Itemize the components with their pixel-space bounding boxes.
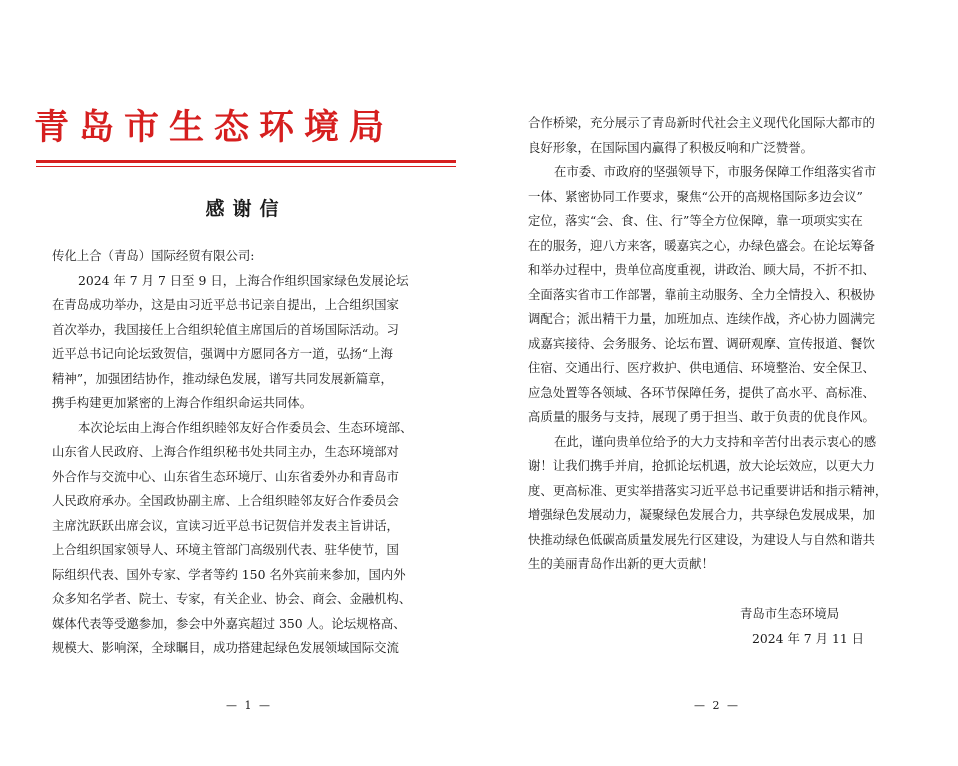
letter-body-page-2 <box>528 111 928 577</box>
body-line: 在此，谨向贵单位给予的大力支持和辛苦付出表示衷心的感 <box>554 433 877 449</box>
body-line: 度、更高标准、更实举措落实习近平总书记重要讲话和指示精神， <box>528 482 888 498</box>
page-number-1: — 1 — <box>226 699 272 712</box>
body-line: 精神”，加强团结协作，推动绿色发展，谱写共同发展新篇章， <box>52 370 393 386</box>
body-line: 外合作与交流中心、山东省生态环境厅、山东省委外办和青岛市 <box>52 468 399 484</box>
body-line: 上合组织国家领导人、环境主管部门高级别代表、驻华使节，国 <box>52 542 399 557</box>
body-line: 定位，落实“会、食、住、行”等全方位保障，靠一项项实实在 <box>528 213 863 228</box>
body-line: 增强绿色发展动力，凝聚绿色发展合力，共享绿色发展成果，加 <box>528 507 875 522</box>
body-line: 应急处置等各领域、各环节保障任务，提供了高水平、高标准、 <box>528 384 875 400</box>
body-line: 携手构建更加紧密的上海合作组织命运共同体。 <box>52 395 313 410</box>
red-rule-thin <box>36 166 456 167</box>
body-line: 际组织代表、国外专家、学者等约 150 名外宾前来参加，国内外 <box>52 566 406 582</box>
body-line: 快推动绿色低碳高质量发展先行区建设，为建设人与自然和谐共 <box>528 531 875 547</box>
body-line: 良好形象，在国际国内赢得了积极反响和广泛赞誉。 <box>528 139 813 155</box>
body-line: 首次举办，我国接任上合组织轮值主席国后的首场国际活动。习 <box>52 321 399 337</box>
letter-body-page-1 <box>52 244 452 661</box>
body-line: 2024 年 7 月 7 日至 9 日，上海合作组织国家绿色发展论坛 <box>78 272 409 288</box>
body-line: 成嘉宾接待、会务服务、论坛布置、调研观摩、宣传报道、餐饮 <box>528 335 875 351</box>
body-line: 在的服务，迎八方来客，暖嘉宾之心，办绿色盛会。在论坛筹备 <box>528 237 875 253</box>
body-line: 在青岛成功举办，这是由习近平总书记亲自提出，上合组织国家 <box>52 297 399 312</box>
signature-agency: 青岛市生态环境局 <box>740 606 840 621</box>
body-line: 谢！让我们携手并肩，抢抓论坛机遇，放大论坛效应，以更大力 <box>528 458 875 473</box>
body-line: 媒体代表等受邀参加，参会中外嘉宾超过 350 人。论坛规格高、 <box>52 615 406 631</box>
body-line: 人民政府承办。全国政协副主席、上合组织睦邻友好合作委员会 <box>52 493 399 508</box>
body-line: 和举办过程中，贵单位高度重视，讲政治、顾大局，不折不扣、 <box>528 262 875 277</box>
body-line: 一体、紧密协同工作要求，聚焦“公开的高规格国际多边会议” <box>528 188 863 204</box>
body-line: 生的美丽青岛作出新的更大贡献！ <box>528 556 714 571</box>
body-line: 本次论坛由上海合作组织睦邻友好合作委员会、生态环境部、 <box>78 419 413 435</box>
body-line: 住宿、交通出行、医疗救护、供电通信、环境整治、安全保卫、 <box>528 360 875 375</box>
body-line: 山东省人民政府、上海合作组织秘书处共同主办，生态环境部对 <box>52 444 399 459</box>
salutation: 传化上合（青岛）国际经贸有限公司: <box>52 248 255 263</box>
body-line: 合作桥梁，充分展示了青岛新时代社会主义现代化国际大都市的 <box>528 115 875 130</box>
red-rule-thick <box>36 160 456 163</box>
body-line: 高质量的服务与支持，展现了勇于担当、敢于负责的优良作风。 <box>528 409 875 424</box>
signature-date: 2024 年 7 月 11 日 <box>752 631 865 646</box>
page-number-2: — 2 — <box>694 699 740 712</box>
body-line: 主席沈跃跃出席会议，宣读习近平总书记贺信并发表主旨讲话， <box>52 517 399 533</box>
body-line: 调配合；派出精干力量，加班加点、连续作战，齐心协力圆满完 <box>528 311 875 326</box>
body-line: 规模大、影响深，全球瞩目，成功搭建起绿色发展领域国际交流 <box>52 640 399 655</box>
body-line: 众多知名学者、院士、专家，有关企业、协会、商会、金融机构、 <box>52 591 412 606</box>
body-line: 近平总书记向论坛致贺信，强调中方愿同各方一道，弘扬“上海 <box>52 346 393 361</box>
letter-heading: 感谢信 <box>205 198 287 220</box>
agency-title: 青岛市生态环境局 <box>34 107 395 148</box>
body-line: 在市委、市政府的坚强领导下，市服务保障工作组落实省市 <box>554 164 877 179</box>
body-line: 全面落实省市工作部署，靠前主动服务、全力全情投入、积极协 <box>528 286 875 302</box>
